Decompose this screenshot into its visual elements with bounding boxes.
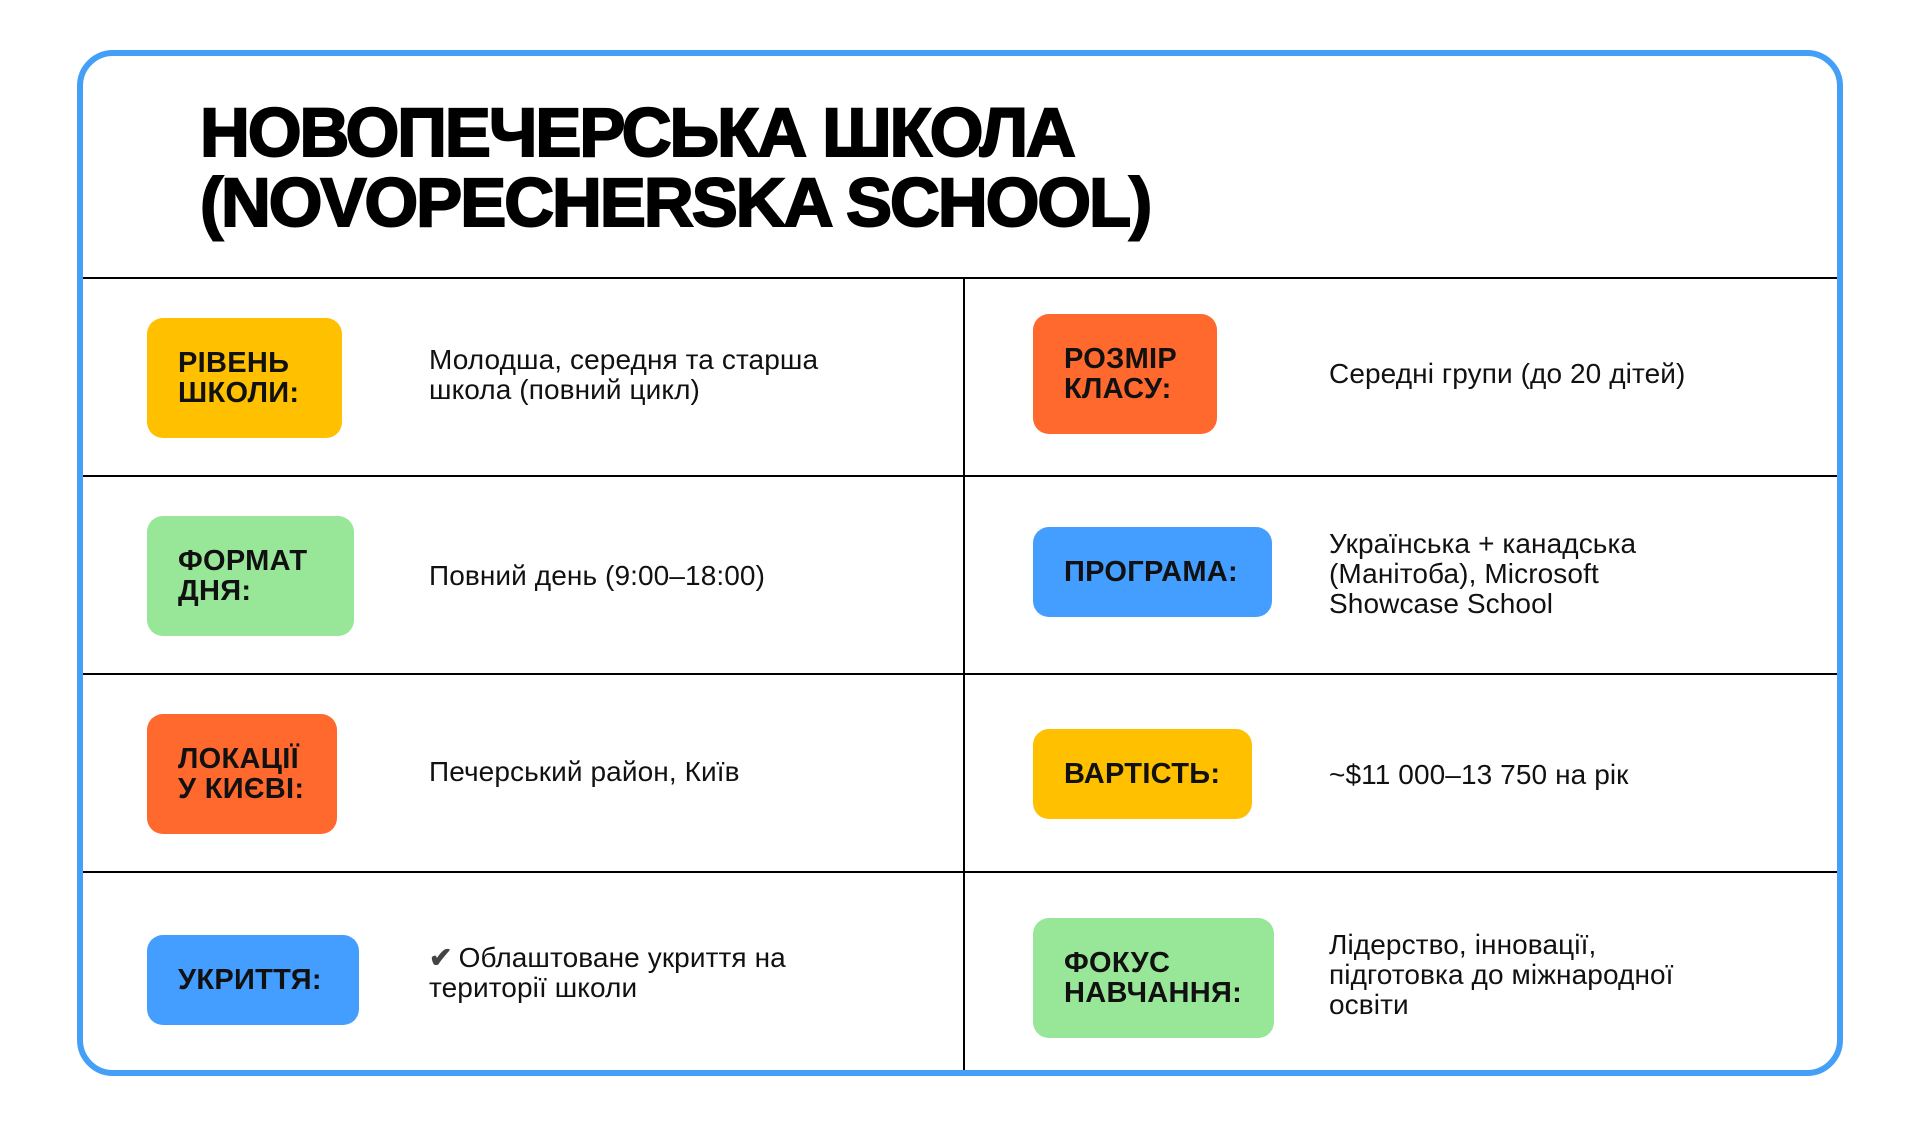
value-text: підготовка до міжнародної [1329, 959, 1674, 990]
value-cost [1329, 760, 1629, 790]
label-badge-locations [147, 714, 337, 834]
table-row [83, 873, 1837, 1071]
title-line-ukrainian: НОВОПЕЧЕРСЬКА ШКОЛА [200, 94, 1074, 171]
value-class-size [1329, 359, 1685, 389]
label-text: ФОКУС [1064, 947, 1171, 979]
info-table [83, 277, 1837, 1071]
value-text: Showcase School [1329, 588, 1554, 619]
value-text: Молодша, середня та старша [429, 344, 819, 375]
cell-cost [965, 675, 1837, 871]
cell-class-size [965, 279, 1837, 475]
label-text: ФОРМАТ [178, 545, 308, 577]
value-line-with-check [429, 943, 786, 973]
value-program [1329, 529, 1636, 619]
label-badge-class-size [1033, 314, 1217, 434]
cell-program [965, 477, 1837, 673]
value-text: Повний день (9:00–18:00) [429, 560, 766, 591]
cell-locations [83, 675, 965, 871]
checkmark-icon: ✔ [429, 942, 453, 973]
table-row [83, 279, 1837, 477]
value-text: Облаштоване укриття на [458, 942, 786, 973]
page-title [200, 94, 1151, 241]
label-badge-learning-focus [1033, 918, 1274, 1038]
label-text: ЛОКАЦІЇ [178, 743, 299, 775]
label-text: ВАРТІСТЬ: [1064, 758, 1221, 790]
value-text: (Манітоба), Microsoft [1329, 558, 1599, 589]
value-text: ~$11 000–13 750 на рік [1329, 759, 1629, 790]
table-row [83, 675, 1837, 873]
label-text: НАВЧАННЯ: [1064, 977, 1243, 1009]
table-row [83, 477, 1837, 675]
school-info-card [77, 50, 1843, 1076]
value-text: території школи [429, 972, 638, 1003]
value-text: Печерський район, Київ [429, 756, 740, 787]
label-badge-program [1033, 527, 1272, 617]
value-day-format [429, 561, 765, 591]
value-text: Українська + канадська [1329, 528, 1637, 559]
cell-learning-focus [965, 873, 1837, 1071]
cell-shelter [83, 873, 965, 1071]
label-badge-day-format [147, 516, 354, 636]
value-text: школа (повний цикл) [429, 374, 700, 405]
value-text: Лідерство, інновації, [1329, 929, 1597, 960]
label-badge-school-level [147, 318, 342, 438]
value-school-level [429, 345, 818, 405]
title-line-english: (NOVOPECHERSKA SCHOOL) [200, 164, 1151, 241]
label-text: ПРОГРАМА: [1064, 556, 1238, 588]
label-text: ШКОЛИ: [178, 377, 300, 409]
label-text: УКРИТТЯ: [178, 964, 322, 996]
value-text: Середні групи (до 20 дітей) [1329, 358, 1686, 389]
label-text: КЛАСУ: [1064, 373, 1172, 405]
label-badge-cost [1033, 729, 1252, 819]
cell-school-level [83, 279, 965, 475]
cell-day-format [83, 477, 965, 673]
value-learning-focus [1329, 930, 1674, 1020]
label-text: РОЗМІР [1064, 343, 1178, 375]
value-shelter [429, 943, 786, 1003]
value-locations [429, 757, 740, 787]
label-text: ДНЯ: [178, 575, 252, 607]
label-text: РІВЕНЬ [178, 347, 290, 379]
label-text: У КИЄВІ: [178, 773, 305, 805]
label-badge-shelter [147, 935, 359, 1025]
value-text: освіти [1329, 989, 1409, 1020]
